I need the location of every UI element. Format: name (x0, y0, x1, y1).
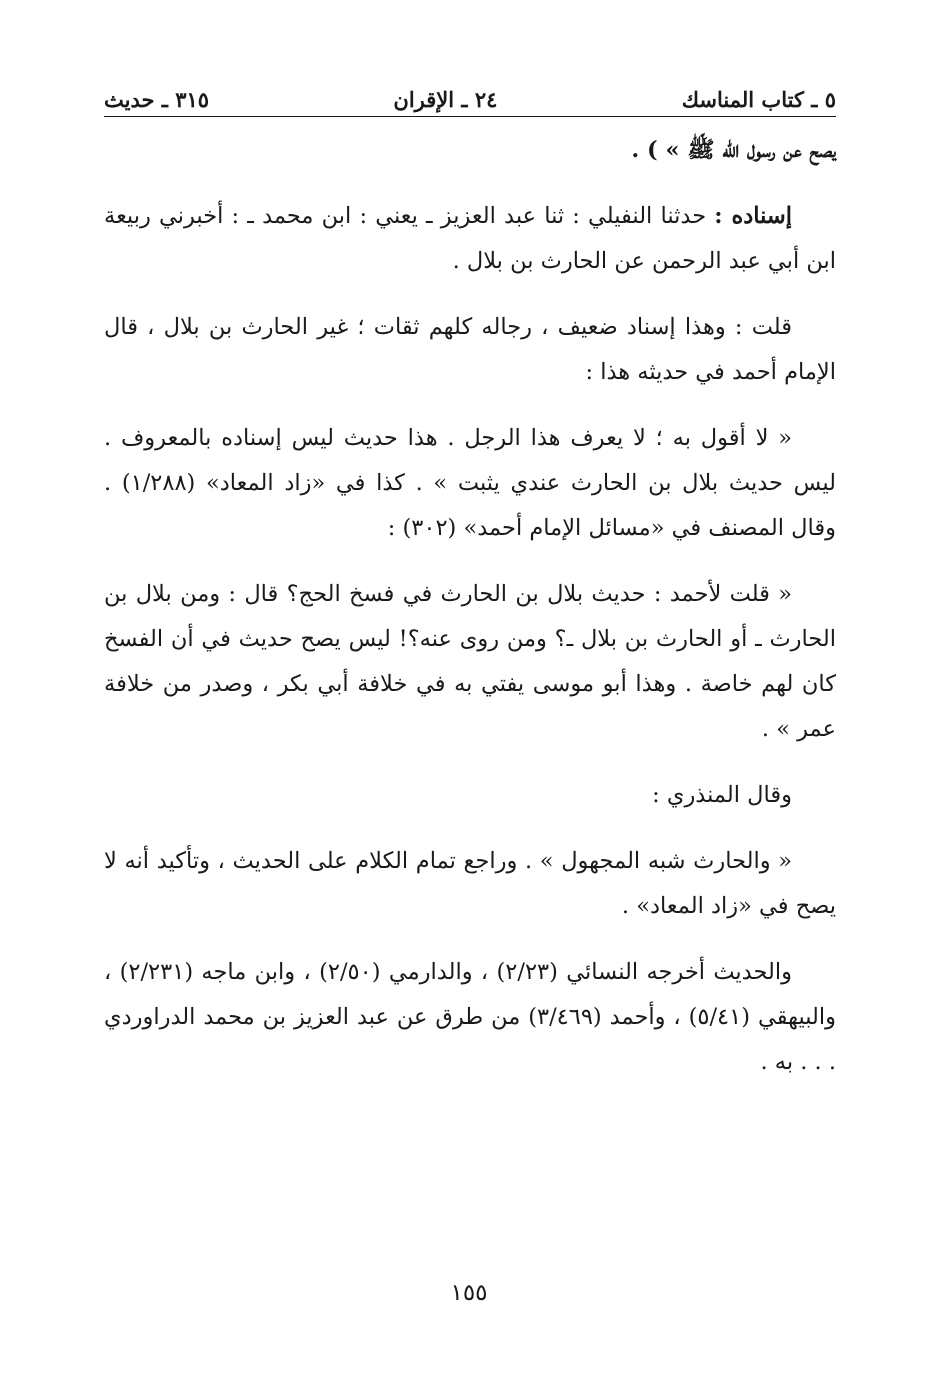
paragraph-text: يصح عن رسول الله ﷺ » ) . (631, 137, 836, 163)
header-hadith-number: ٣١٥ ـ حديث (104, 86, 210, 112)
paragraph-text: والحديث أخرجه النسائي (٢/٢٣) ، والدارمي (٢/٥٠) ، وابن ماجه (٢/٢٣١) ، والبيهقي (٥/٤١) ، وأحمد (٣/٤٦٩) من طرق عن عبد العزيز بن محمد الدراوردي . . . به . (104, 959, 837, 1075)
header-chapter: ٥ ـ كتاب المناسك (681, 86, 836, 112)
paragraph-masail-quote (104, 572, 836, 752)
running-header (104, 68, 836, 112)
paragraph-mundhiri-intro (104, 773, 836, 818)
paragraph-ahmad-quote (104, 416, 836, 551)
paragraph-text: « والحارث شبه المجهول » . وراجع تمام الكلام على الحديث ، وتأكيد أنه لا يصح في «زاد المعاد» . (104, 848, 836, 919)
paragraph-text: « قلت لأحمد : حديث بلال بن الحارث في فسخ الحج؟ قال : ومن بلال بن الحارث ـ أو الحارث بن بلال ـ؟ ومن روى عنه؟! ليس يصح حديث في أن الفسخ كان لهم خاصة . وهذا أبو موسى يفتي به في خلافة أبي بكر ، وصدر من خلافة عمر » . (104, 581, 836, 742)
paragraph-text: قلت : وهذا إسناد ضعيف ، رجاله كلهم ثقات ؛ غير الحارث بن بلال ، قال الإمام أحمد في حديثه هذا : (104, 314, 836, 385)
paragraph-isnad (104, 194, 836, 284)
paragraph-takhrij (104, 950, 836, 1085)
paragraph-mundhiri-quote (104, 839, 836, 929)
page-body (104, 128, 836, 1106)
page-number: ١٥٥ (450, 1280, 488, 1306)
header-divider (104, 116, 836, 117)
paragraph-text: حدثنا النفيلي : ثنا عبد العزيز ـ يعني : ابن محمد ـ : أخبرني ربيعة ابن أبي عبد الرحمن عن الحارث بن بلال . (104, 203, 836, 274)
paragraph-grading (104, 305, 836, 395)
paragraph-text: وقال المنذري : (652, 782, 792, 808)
paragraph-text: « لا أقول به ؛ لا يعرف هذا الرجل . هذا حديث ليس إسناده بالمعروف . ليس حديث بلال بن الحارث عندي يثبت » . كذا في «زاد المعاد» (١/٢٨٨) . وقال المصنف في «مسائل الإمام أحمد» (٣٠٢) : (104, 425, 836, 541)
header-section: ٢٤ ـ الإقران (393, 86, 498, 112)
paragraph-lead: إسناده : (714, 203, 792, 229)
paragraph-continuation (104, 128, 836, 173)
